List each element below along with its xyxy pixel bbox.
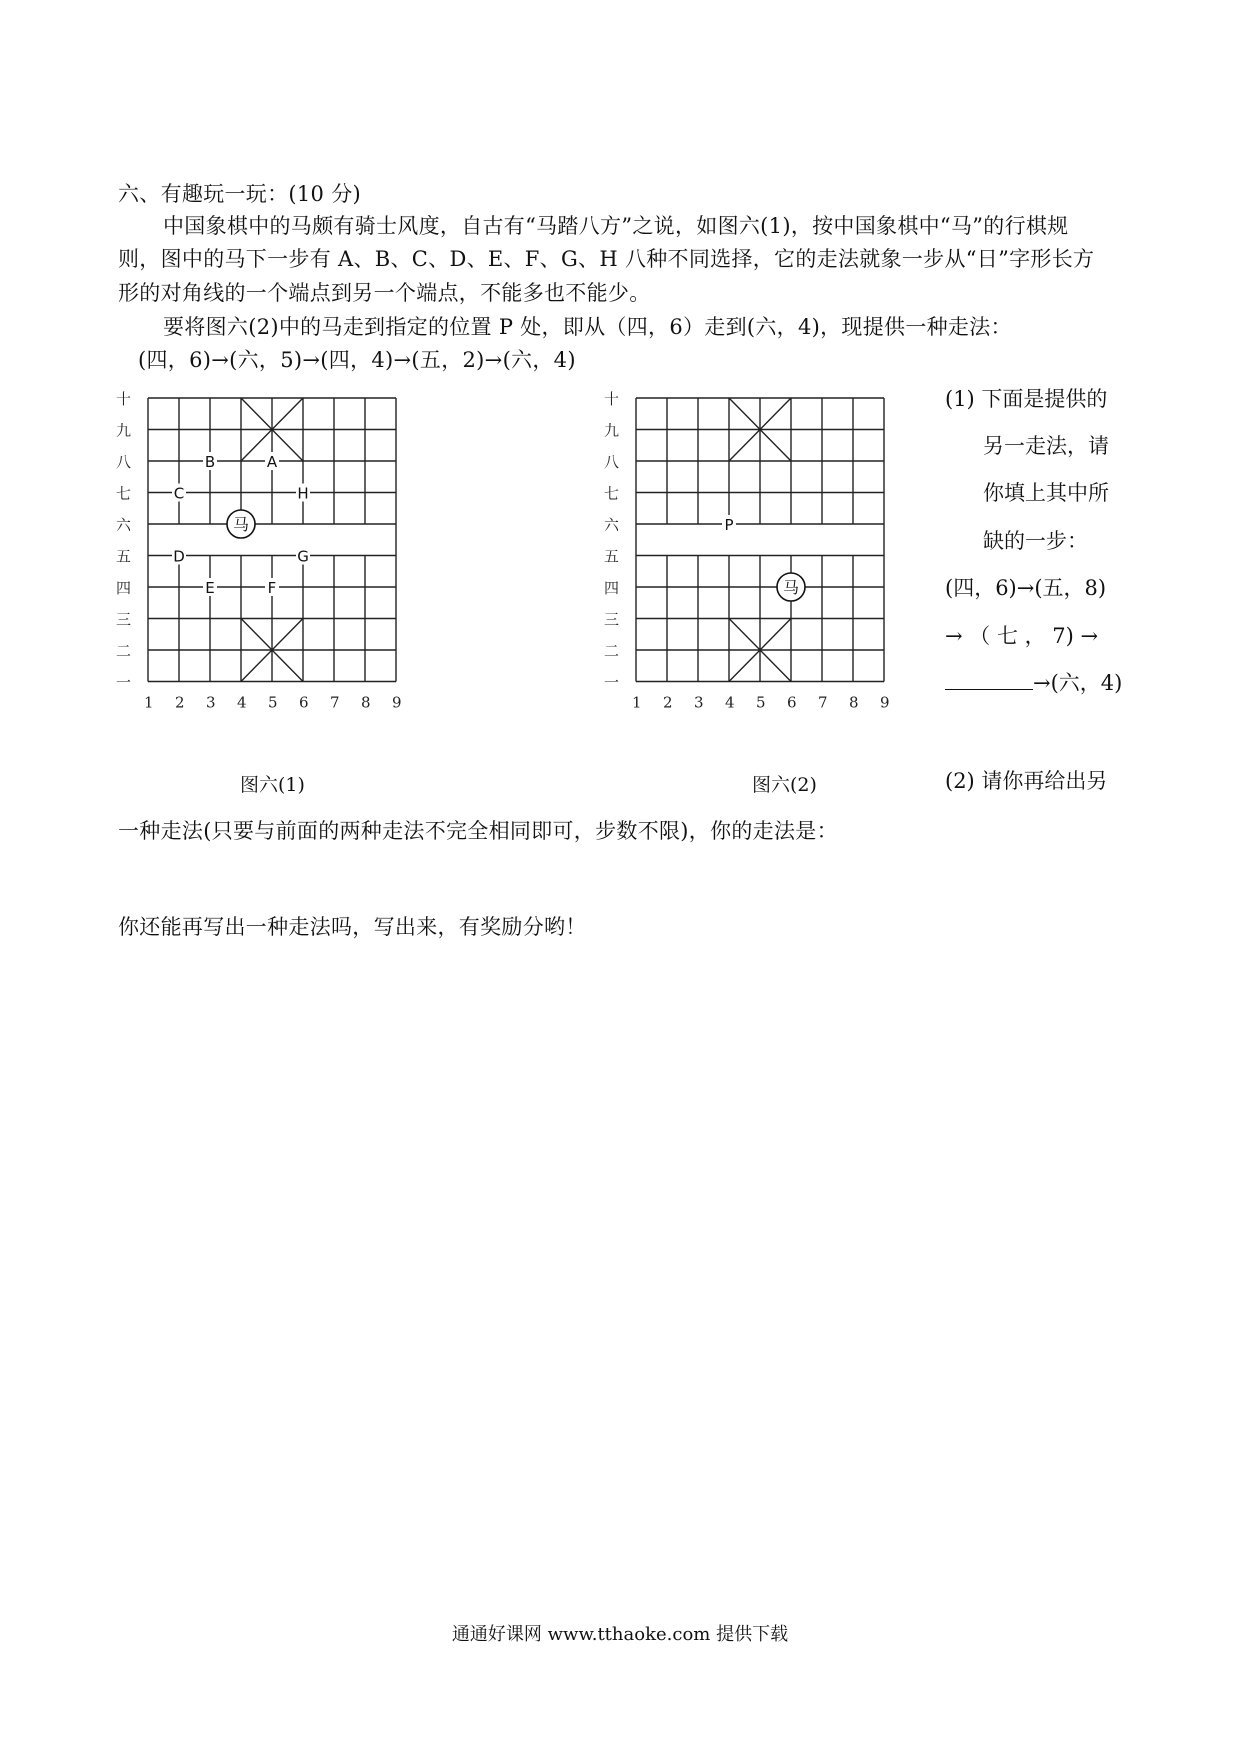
chess-board-1 [112, 390, 452, 750]
point-label-d: D [173, 547, 185, 566]
intro-line-2: 则，图中的马下一步有 A、B、C、D、E、F、G、H 八种不同选择，它的走法就象一步从“日”字形长方 [118, 247, 1095, 271]
col-label: 5 [268, 693, 278, 712]
point-label-g: G [297, 547, 309, 566]
chess-board-2 [600, 390, 940, 750]
horse-piece [777, 573, 805, 601]
point-label-p: P [724, 516, 734, 534]
col-label: 6 [299, 693, 309, 712]
col-label: 2 [663, 693, 673, 712]
point-label-h: H [297, 484, 309, 503]
board-1-caption: 图六(1) [240, 774, 305, 796]
col-label: 4 [725, 693, 735, 712]
point-label-e: E [205, 579, 215, 597]
row-label: 七 [116, 484, 132, 503]
horse-piece [227, 510, 255, 538]
col-label: 9 [880, 693, 890, 712]
col-label: 9 [392, 693, 402, 712]
col-label: 7 [818, 693, 828, 712]
board-1-svg [112, 390, 452, 750]
q1-answer-blank[interactable] [945, 669, 1033, 690]
q2-line-3: 你还能再写出一种走法吗，写出来，有奖励分哟！ [118, 915, 587, 939]
row-label: 一 [116, 673, 132, 692]
col-label: 1 [632, 693, 642, 712]
row-label: 一 [604, 673, 620, 692]
row-label: 九 [116, 421, 132, 440]
board-2-caption: 图六(2) [752, 774, 817, 796]
section-heading: 六、有趣玩一玩：(10 分) [118, 182, 361, 206]
intro-line-1: 中国象棋中的马颇有骑士风度，自古有“马踏八方”之说，如图六(1)，按中国象棋中“马”的行棋规 [163, 214, 1069, 238]
point-label-f: F [267, 579, 277, 597]
col-label: 5 [756, 693, 766, 712]
q1-line-6: → （ 七 ， 7) → [945, 624, 1099, 648]
point-label-a: A [266, 453, 278, 471]
col-label: 2 [175, 693, 185, 712]
row-label: 二 [116, 642, 132, 660]
q1-line-2: 另一走法，请 [983, 434, 1109, 458]
col-label: 1 [144, 693, 154, 712]
intro-line-3: 形的对角线的一个端点到另一个端点，不能多也不能少。 [118, 281, 651, 305]
row-label: 十 [116, 390, 132, 408]
row-label: 五 [116, 547, 132, 566]
row-label: 六 [604, 516, 620, 534]
q1-line-7 [945, 669, 1122, 697]
q1-line-1: (1) 下面是提供的 [945, 387, 1108, 411]
row-label: 五 [604, 547, 620, 566]
row-label: 八 [604, 453, 620, 471]
row-label: 十 [604, 390, 620, 408]
svg-text:马: 马 [782, 578, 800, 597]
row-label: 四 [604, 579, 620, 597]
col-label: 4 [237, 693, 247, 712]
q1-line-3: 你填上其中所 [983, 481, 1109, 505]
q1-line-7-end: →(六，4) [1033, 671, 1123, 695]
q1-line-4: 缺的一步： [983, 529, 1088, 553]
col-label: 3 [206, 693, 216, 712]
row-label: 四 [116, 579, 132, 597]
point-label-b: B [204, 453, 216, 471]
row-label: 二 [604, 642, 620, 660]
q2-line-2: 一种走法(只要与前面的两种走法不完全相同即可，步数不限)，你的走法是： [118, 819, 838, 843]
col-label: 8 [361, 693, 371, 712]
q2-line-1: (2) 请你再给出另 [945, 769, 1108, 793]
intro-line-4: 要将图六(2)中的马走到指定的位置 P 处，即从（四，6）走到(六，4)，现提供一种走法： [163, 315, 1012, 339]
point-label-c: C [173, 484, 185, 503]
col-label: 6 [787, 693, 797, 712]
row-label: 九 [604, 421, 620, 440]
col-label: 8 [849, 693, 859, 712]
q1-line-5: (四，6)→(五，8) [945, 576, 1107, 600]
example-path: (四，6)→(六，5)→(四，4)→(五，2)→(六，4) [138, 348, 576, 372]
row-label: 六 [116, 516, 132, 534]
row-label: 三 [604, 610, 620, 629]
row-label: 八 [116, 453, 132, 471]
row-label: 七 [604, 484, 620, 503]
page-footer: 通通好课网 www.tthaoke.com 提供下载 [451, 1624, 789, 1645]
col-label: 7 [330, 693, 340, 712]
col-label: 3 [694, 693, 704, 712]
board-grid [148, 398, 396, 682]
svg-text:马: 马 [232, 515, 250, 534]
board-2-svg [600, 390, 940, 750]
row-label: 三 [116, 610, 132, 629]
board-grid [636, 398, 884, 682]
